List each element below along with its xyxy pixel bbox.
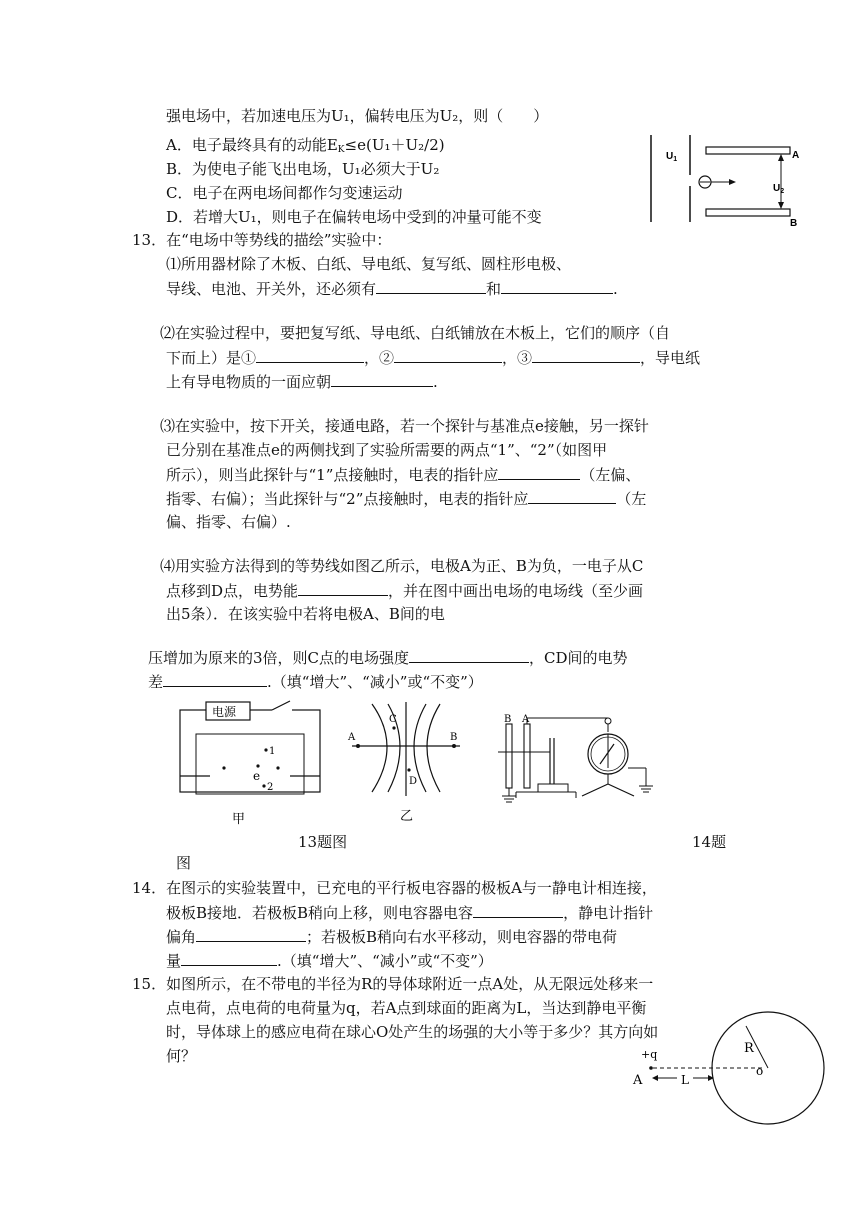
- q14-fig-label-b: B: [504, 714, 512, 725]
- q13-part4-line4: [148, 647, 628, 668]
- q13-part2-line1: ⑵在实验过程中，要把复写纸、导电纸、白纸铺放在木板上，它们的顺序（自: [160, 324, 671, 342]
- q14-blank-charge[interactable]: [181, 950, 277, 966]
- q12-option-a-sub: K: [337, 145, 345, 155]
- q14-blank-capacitance[interactable]: [473, 902, 563, 918]
- q13-part4-line2: [166, 580, 643, 601]
- q15-conductor-sphere-figure: [625, 1016, 825, 1136]
- q13-fig-yi-equipotential: [334, 700, 484, 830]
- q14-line4-tail: .（填“增大”、“减小”或“不变”）: [277, 952, 493, 970]
- q13-part2-line3-text: 上有导电物质的一面应朝: [166, 373, 332, 391]
- q13-part3-line3-tail: （左偏、: [580, 466, 641, 484]
- q13-part4-line2-text: 点移到D点，电势能: [166, 582, 299, 600]
- q14-blank-angle[interactable]: [196, 926, 306, 942]
- q13-part1-blank-1[interactable]: [376, 278, 486, 294]
- q15-fig-label-a: A: [633, 1073, 643, 1088]
- q13-part3-blank-1[interactable]: [498, 464, 580, 480]
- q13-part3-line4-tail: （左: [616, 490, 647, 508]
- q13-part3-line3-text: 所示），则当此探针与“1”点接触时，电表的指针应: [166, 466, 499, 484]
- q13-part3-line1: ⑶在实验中，按下开关，接通电路，若一个探针与基准点e接触，另一探针: [160, 417, 649, 435]
- q13-part2-line3: [166, 371, 438, 392]
- q13-part4-line2-tail: ，并在图中画出电场的电场线（至少画: [388, 582, 644, 600]
- q13-part2-blank-1[interactable]: [256, 347, 364, 363]
- q13-fig-jia-caption: 甲: [232, 812, 246, 827]
- q13-part3-line4: [166, 488, 646, 509]
- q14-line3-text: 偏角: [166, 928, 197, 946]
- q13-part1-line2: [166, 278, 618, 299]
- q13-part4-blank-1[interactable]: [298, 580, 388, 596]
- q12-fig-u2-sub: 2: [780, 188, 785, 195]
- q12-option-a: [166, 135, 445, 160]
- q13-part1-blank-2[interactable]: [501, 278, 613, 294]
- q13-title: 13．在“电场中等势线的描绘”实验中：: [132, 231, 392, 249]
- q12-option-a-text: A．电子最终具有的动能E: [166, 136, 338, 154]
- q12-fig-label-a: A: [792, 150, 800, 161]
- q12-option-a-tail: ≤e(U₁＋U₂/2): [344, 136, 445, 154]
- q15-fig-label-l: L: [681, 1073, 689, 1087]
- q15-fig-label-r: R: [744, 1041, 754, 1056]
- svg-text:U2: [773, 183, 784, 195]
- q13-part4-line4-text: 压增加为原来的3倍，则C点的电场强度: [148, 649, 410, 667]
- q14-line1: 14．在图示的实验装置中，已充电的平行板电容器的极板A与一静电计相连接，: [132, 879, 657, 897]
- q14-figure-caption-wrap: 图: [176, 854, 192, 872]
- q14-line3-tail: ；若极板B稍向右水平移动，则电容器的带电荷: [306, 928, 618, 946]
- q13-fig-jia-point-1: 1: [269, 746, 276, 757]
- q12-option-d: D．若增大U₁，则电子在偏转电场中受到的冲量可能不变: [166, 208, 542, 226]
- q13-part4-line5-text: 差: [148, 673, 164, 691]
- q13-part4-blank-3[interactable]: [163, 671, 267, 687]
- q15-fig-charge-label: +q: [641, 1048, 658, 1061]
- q13-part4-line5: [148, 671, 483, 692]
- q13-part3-line4-text: 指零、右偏）；当此探针与“2”点接触时，电表的指针应: [166, 490, 529, 508]
- q13-part3-line2: 已分别在基准点e的两侧找到了实验所需要的两点“1”、“2”（如图甲: [166, 441, 608, 459]
- q13-fig-yi-caption: 乙: [400, 809, 414, 824]
- q13-part2-text: 下而上）是①: [166, 349, 257, 367]
- q12-deflection-figure: [640, 130, 820, 230]
- q12-fig-u2: U: [773, 183, 781, 194]
- q14-line4-text: 量: [166, 952, 182, 970]
- q13-part2-sep-2: ，②: [364, 349, 395, 367]
- q13-fig-yi-label-b: B: [450, 732, 458, 743]
- q13-part1-and: 和: [486, 280, 502, 298]
- q14-line3: [166, 926, 617, 947]
- q12-option-b: B．为使电子能飞出电场，U₁必须大于U₂: [166, 160, 440, 178]
- q13-part4-line3: 出5条）．在该实验中若将电极A、B间的电: [166, 605, 445, 623]
- q13-part3-blank-2[interactable]: [528, 488, 616, 504]
- q13-part4-line1: ⑷用实验方法得到的等势线如图乙所示，电极A为正、B为负，一电子从C: [160, 557, 644, 575]
- q13-figure-caption: 13题图: [298, 833, 348, 851]
- q13-part2-tail: ，导电纸: [640, 349, 701, 367]
- q15-line3: 时，导体球上的感应电荷在球心O处产生的场强的大小等于多少？其方向如: [166, 1023, 659, 1041]
- q14-fig-label-a: A: [522, 714, 530, 725]
- q15-line2: 点电荷，点电荷的电荷量为q，若A点到球面的距离为L，当达到静电平衡: [166, 999, 647, 1017]
- q12-option-c: C．电子在两电场间都作匀变速运动: [166, 184, 403, 202]
- q14-electrometer-figure: [496, 708, 666, 808]
- q13-part2-line3-end: .: [433, 373, 438, 391]
- q13-part4-line4-tail: ，CD间的电势: [529, 649, 628, 667]
- q13-fig-yi-label-c: C: [389, 714, 397, 725]
- q13-fig-yi-label-a: A: [348, 732, 356, 743]
- q13-part1-text: 导线、电池、开关外，还必须有: [166, 280, 377, 298]
- q13-fig-jia-point-e: e: [253, 769, 261, 783]
- q13-part2-line2: [166, 347, 700, 368]
- q15-fig-label-o: o: [756, 1064, 764, 1078]
- q13-part4-line5-tail: .（填“增大”、“减小”或“不变”）: [267, 673, 483, 691]
- q13-part2-blank-4[interactable]: [331, 371, 433, 387]
- q13-part1-line1: ⑴所用器材除了木板、白纸、导电纸、复写纸、圆柱形电极、: [166, 255, 572, 273]
- q13-fig-yi-label-d: D: [409, 776, 418, 787]
- q12-fig-u1: U: [666, 151, 674, 162]
- q15-line4: 何？: [166, 1047, 197, 1065]
- q13-part3-line3: [166, 464, 640, 485]
- q13-part4-blank-2[interactable]: [409, 647, 529, 663]
- q13-fig-jia-circuit: [176, 700, 326, 830]
- q13-part2-blank-3[interactable]: [532, 347, 640, 363]
- q14-line2-tail: ，静电计指针: [563, 904, 654, 922]
- q13-fig-jia-power-label: 电源: [212, 705, 237, 719]
- q13-part1-end: .: [613, 280, 618, 298]
- q14-figure-caption: 14题: [692, 833, 727, 851]
- q13-part2-blank-2[interactable]: [394, 347, 502, 363]
- svg-text:U1: [666, 151, 677, 163]
- q12-stem-end: 强电场中，若加速电压为U₁，偏转电压为U₂，则（ ）: [166, 107, 549, 125]
- q12-fig-u1-sub: 1: [673, 156, 678, 163]
- q14-line4: [166, 950, 493, 971]
- q15-line1: 15．如图所示，在不带电的半径为R的导体球附近一点A处，从无限远处移来一: [132, 975, 654, 993]
- q13-part2-sep-3: ，③: [502, 349, 533, 367]
- q13-fig-jia-point-2: 2: [267, 782, 274, 793]
- q12-fig-label-b: B: [790, 218, 798, 229]
- q14-line2: [166, 902, 653, 923]
- q13-part3-line5: 偏、指零、右偏）.: [166, 513, 291, 531]
- q14-line2-text: 极板B接地．若极板B稍向上移，则电容器电容: [166, 904, 474, 922]
